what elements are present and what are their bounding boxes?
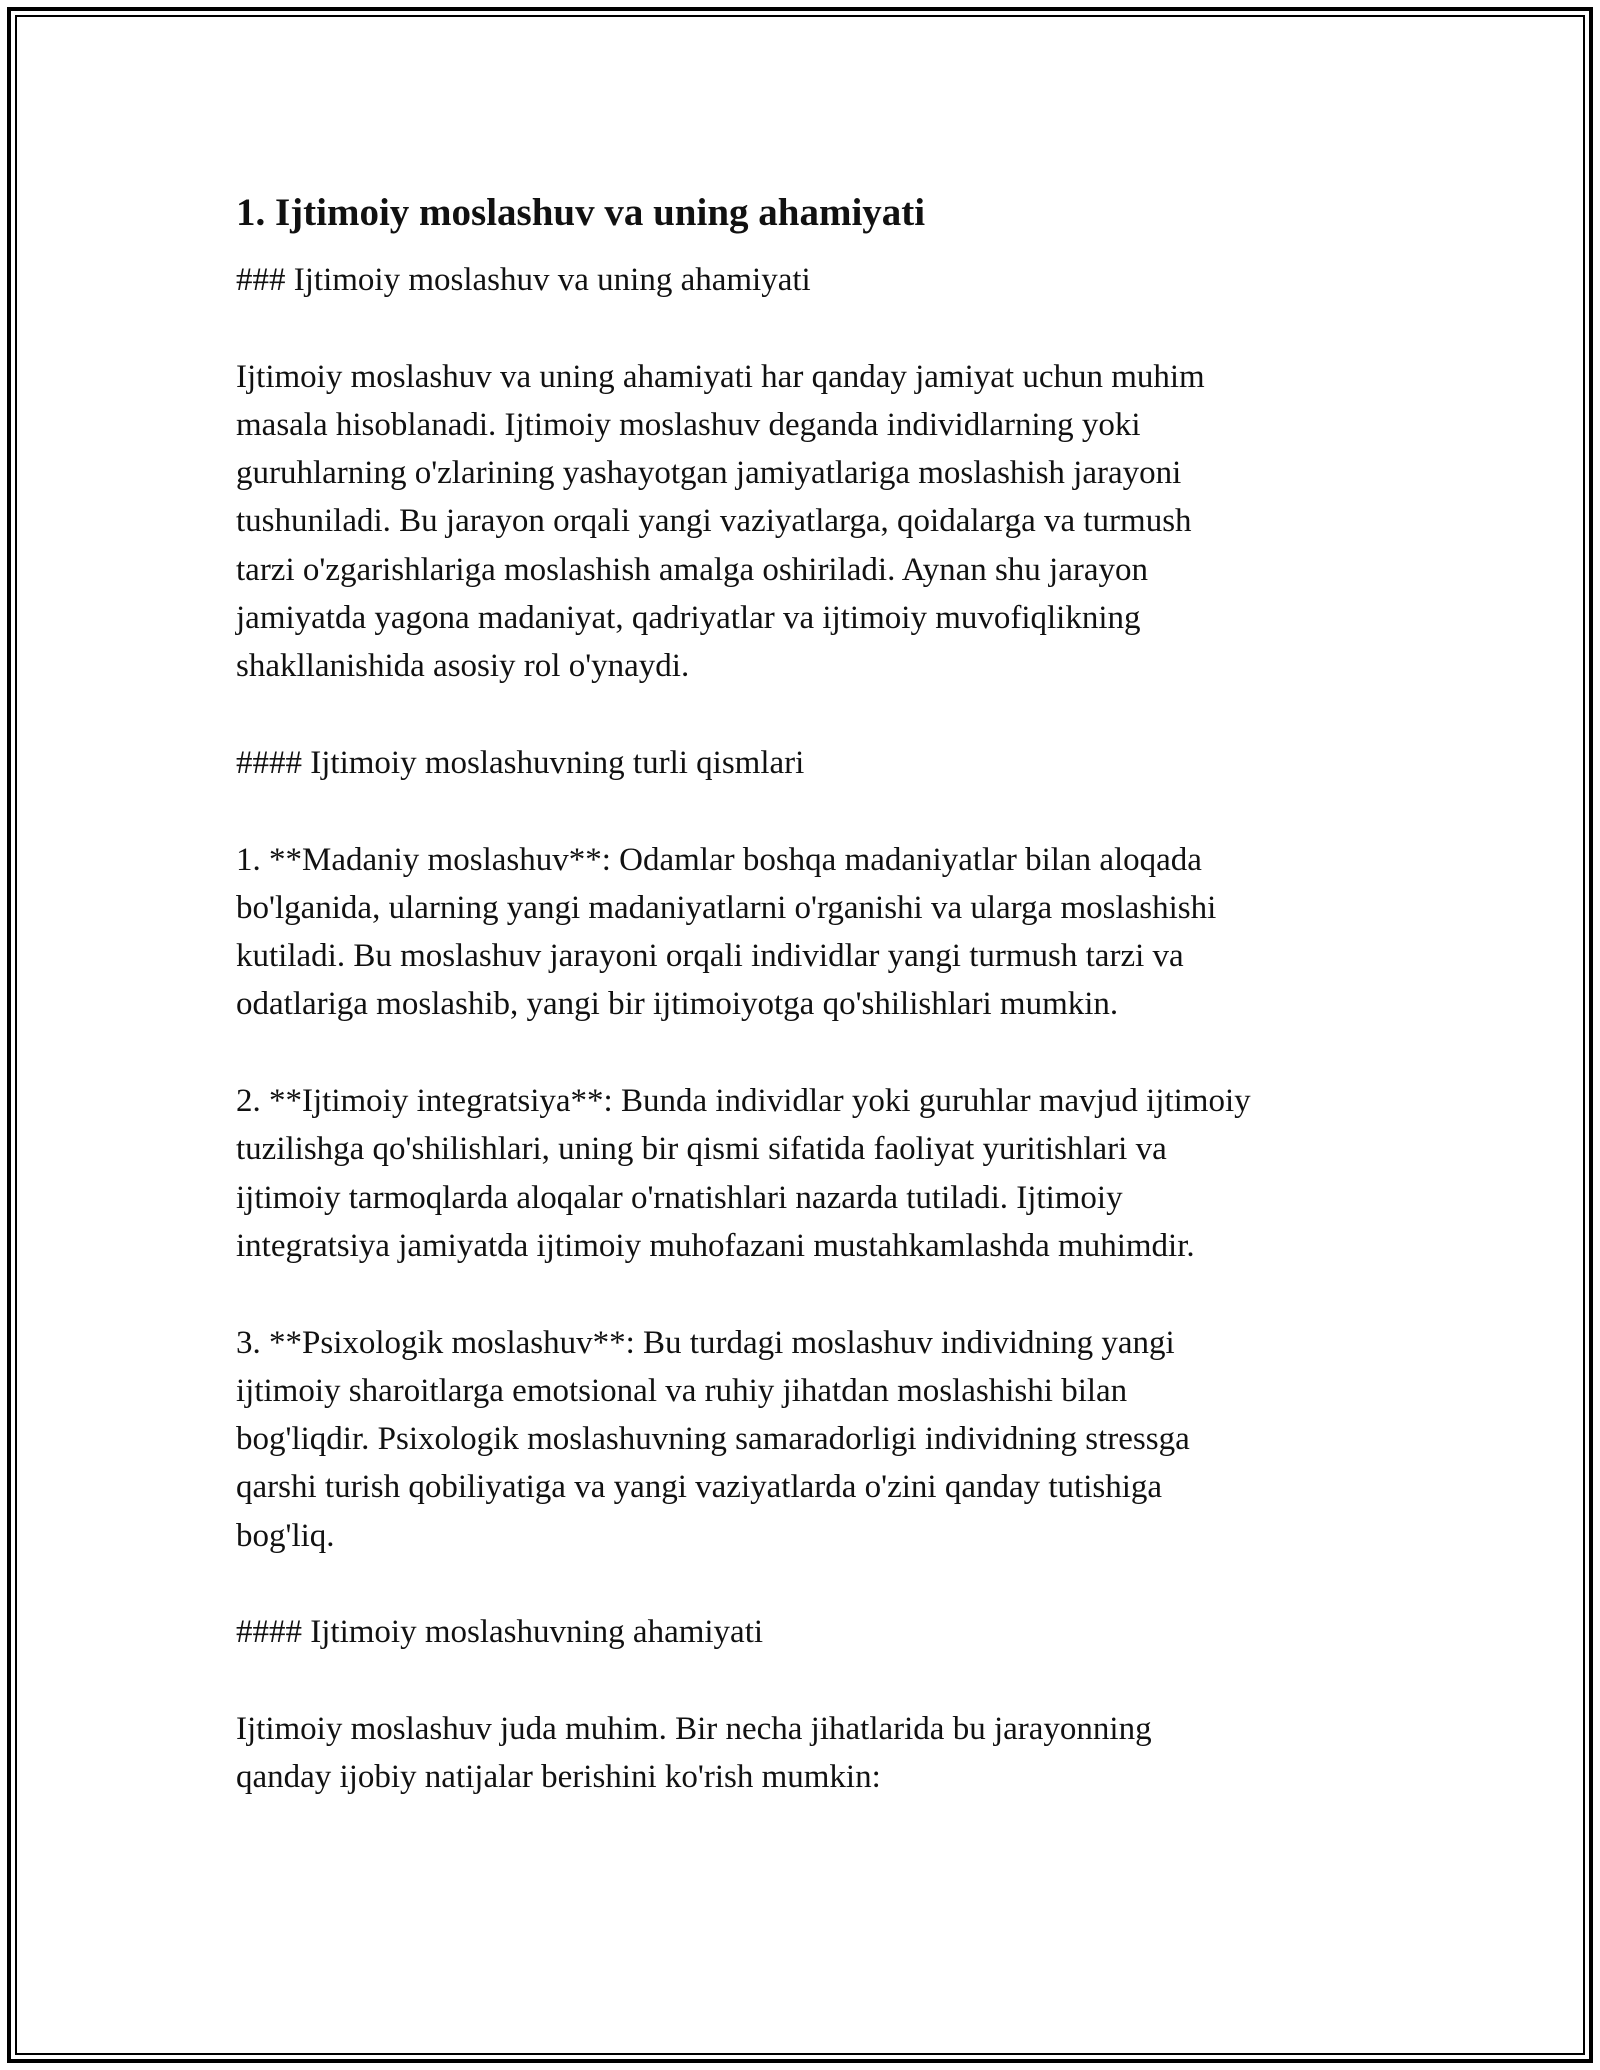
text-line: tuzilishga qo'shilishlari, uning bir qismi sifatida faoliyat yuritishlari va <box>236 1131 1167 1168</box>
text-line: qarshi turish qobiliyatiga va yangi vaziyatlarda o'zini qanday tutishiga <box>236 1469 1163 1506</box>
text-line: tushuniladi. Bu jarayon orqali yangi vaziyatlarga, qoidalarga va turmush <box>236 503 1192 540</box>
section-heading <box>236 256 1396 304</box>
list-item-cultural <box>236 836 1396 1029</box>
closing-paragraph <box>236 1705 1396 1802</box>
document-title: 1. Ijtimoiy moslashuv va uning ahamiyati <box>236 191 926 234</box>
text-line: bog'liq. <box>236 1517 335 1554</box>
text-line: ### Ijtimoiy moslashuv va uning ahamiyati <box>236 262 811 298</box>
text-line: #### Ijtimoiy moslashuvning turli qismlari <box>236 744 805 781</box>
text-line: ijtimoiy tarmoqlarda aloqalar o'rnatishlari nazarda tutiladi. Ijtimoiy <box>236 1179 1123 1216</box>
text-line: bo'lganida, ularning yangi madaniyatlarni o'rganishi va ularga moslashishi <box>236 889 1217 926</box>
text-line: integratsiya jamiyatda ijtimoiy muhofazani mustahkamlashda muhimdir. <box>236 1227 1195 1264</box>
text-line: shakllanishida asosiy rol o'ynaydi. <box>236 648 690 685</box>
text-line: 2. **Ijtimoiy integratsiya**: Bunda individlar yoki guruhlar mavjud ijtimoiy <box>236 1083 1251 1120</box>
list-item-psychological <box>236 1319 1396 1560</box>
text-line: guruhlarning o'zlarining yashayotgan jamiyatlariga moslashish jarayoni <box>236 455 1182 492</box>
text-line: bog'liqdir. Psixologik moslashuvning samaradorligi individning stressga <box>236 1421 1190 1458</box>
document-blocks <box>236 256 1396 1802</box>
list-item-integration <box>236 1077 1396 1270</box>
text-line: ijtimoiy sharoitlarga emotsional va ruhiy jihatdan moslashishi bilan <box>236 1372 1128 1409</box>
text-line: 1. **Madaniy moslashuv**: Odamlar boshqa madaniyatlar bilan aloqada <box>236 841 1202 878</box>
text-line: odatlariga moslashib, yangi bir ijtimoiyotga qo'shilishlari mumkin. <box>236 986 1119 1023</box>
text-line: jamiyatda yagona madaniyat, qadriyatlar va ijtimoiy muvofiqlikning <box>236 600 1141 637</box>
text-line: 3. **Psixologik moslashuv**: Bu turdagi moslashuv individning yangi <box>236 1324 1175 1361</box>
text-line: tarzi o'zgarishlariga moslashish amalga oshiriladi. Aynan shu jarayon <box>236 551 1149 588</box>
intro-paragraph <box>236 353 1396 691</box>
document-body <box>236 185 1396 1802</box>
subheading-importance <box>236 1608 1396 1656</box>
text-line: Ijtimoiy moslashuv va uning ahamiyati har qanday jamiyat uchun muhim <box>236 358 1205 395</box>
text-line: kutiladi. Bu moslashuv jarayoni orqali individlar yangi turmush tarzi va <box>236 938 1184 975</box>
text-line: masala hisoblanadi. Ijtimoiy moslashuv deganda individlarning yoki <box>236 406 1141 443</box>
subheading-parts <box>236 739 1396 787</box>
text-line: #### Ijtimoiy moslashuvning ahamiyati <box>236 1614 764 1651</box>
text-line: Ijtimoiy moslashuv juda muhim. Bir necha jihatlarida bu jarayonning <box>236 1710 1152 1747</box>
text-line: qanday ijobiy natijalar berishini ko'rish mumkin: <box>236 1759 881 1796</box>
